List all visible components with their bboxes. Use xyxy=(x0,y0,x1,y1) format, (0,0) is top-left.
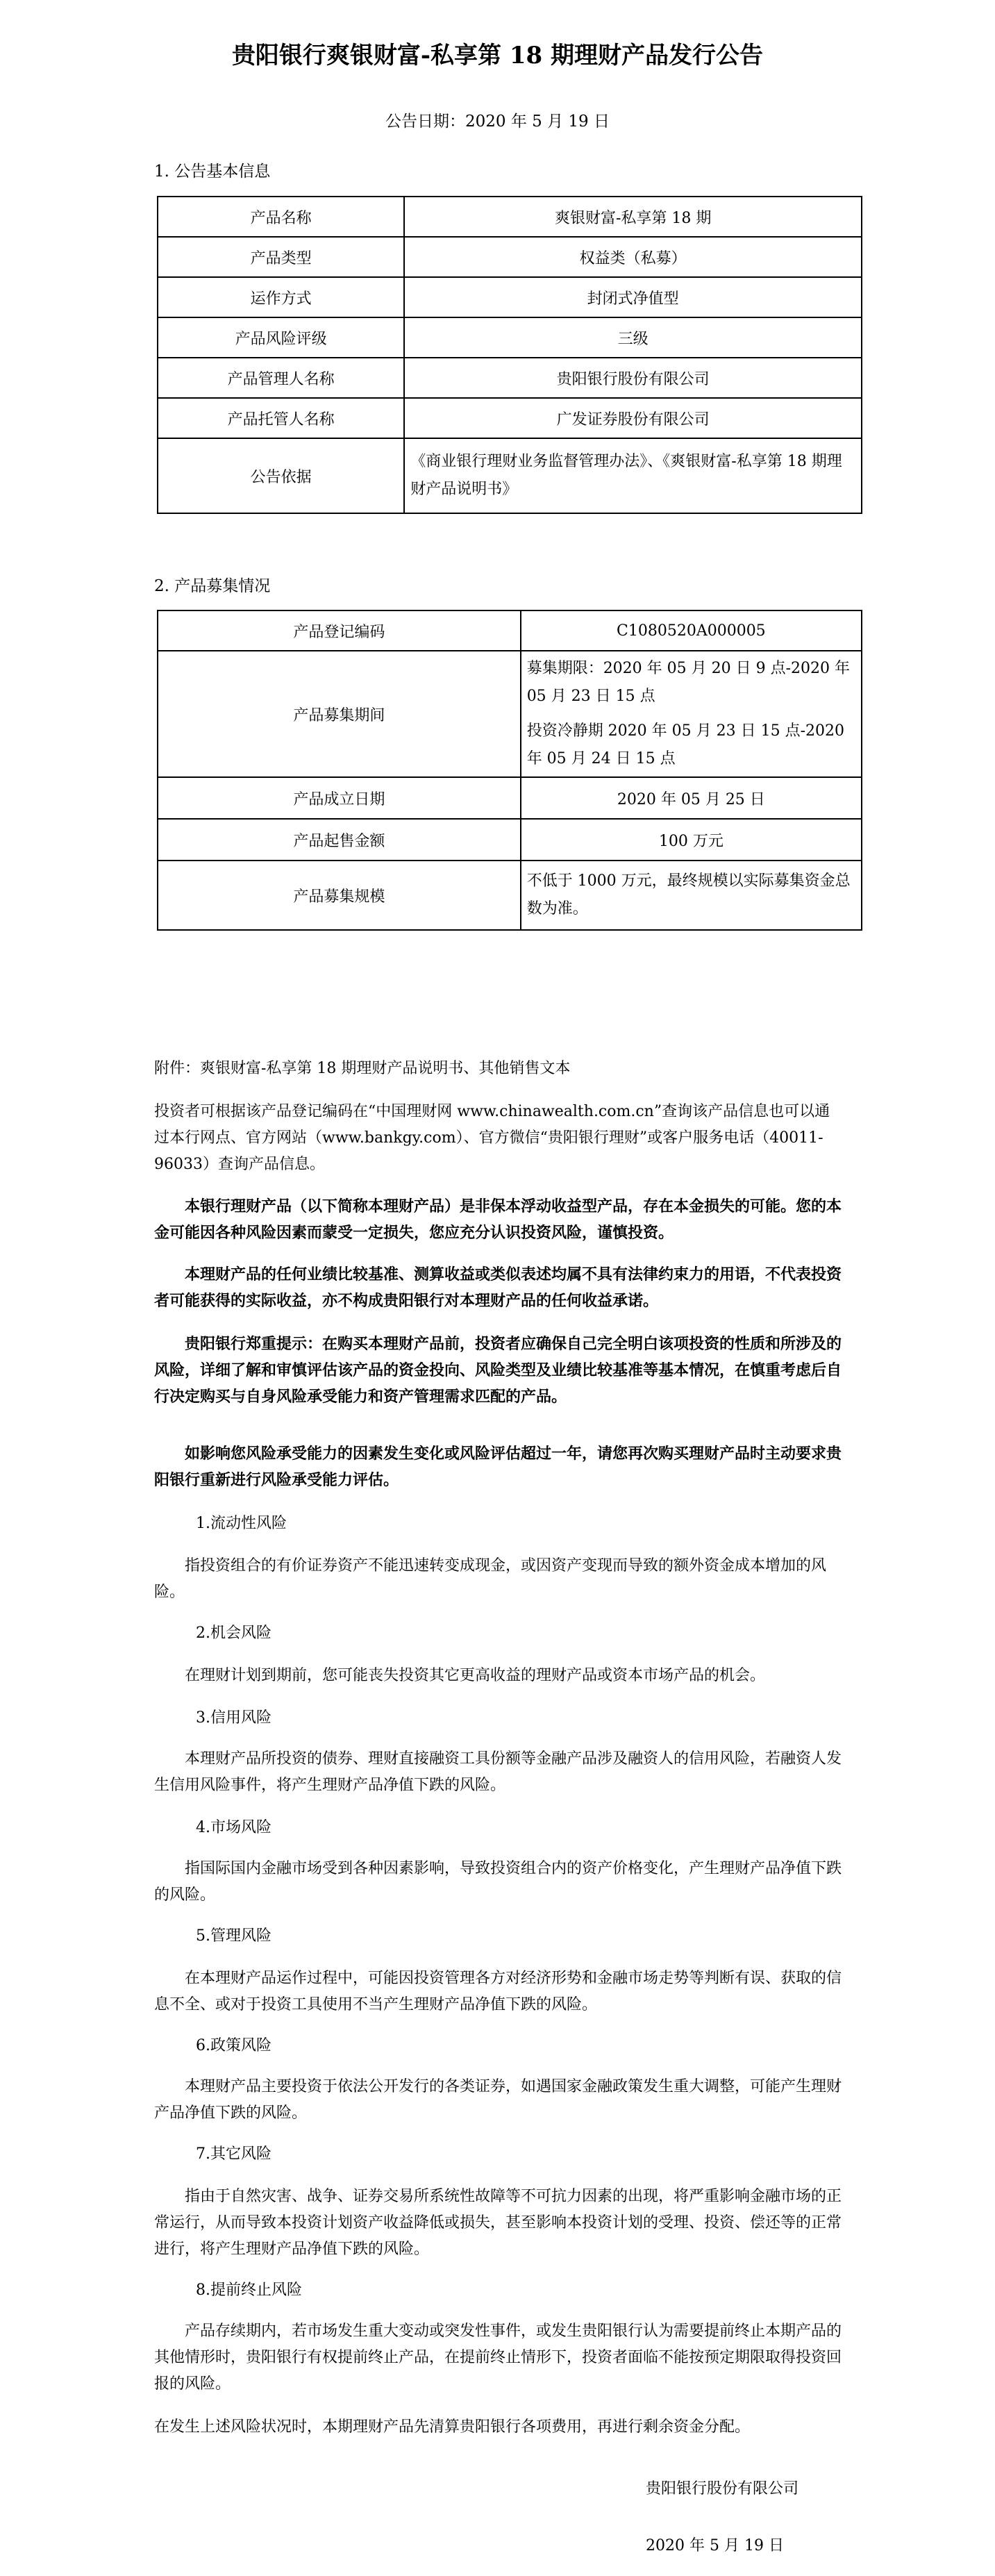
risk-heading: 1.流动性风险 xyxy=(196,1515,287,1532)
risk-text: 指国际国内金融市场受到各种因素影响，导致投资组合内的资产价格变化，产生理财产品净值下跌的风险。 xyxy=(154,1860,842,1904)
row-label: 产品登记编码 xyxy=(158,610,521,651)
row-label: 产品成立日期 xyxy=(158,777,521,819)
row-label: 产品名称 xyxy=(158,197,404,237)
row-label: 产品风险评级 xyxy=(158,317,404,358)
table-row xyxy=(158,610,862,651)
table-row xyxy=(158,438,862,513)
sign-date: 2020 年 5 月 19 日 xyxy=(646,2537,784,2554)
risk-heading: 6.政策风险 xyxy=(196,2037,271,2054)
raising-period: 募集期限：2020 年 05 月 20 日 9 点-2020 年 05 月 23 日 15 点 xyxy=(526,660,851,705)
risk-notice-1: 本银行理财产品（以下简称本理财产品）是非保本浮动收益型产品，存在本金损失的可能。您的本金可能因各种风险因素而蒙受一定损失，您应充分认识投资风险，谨慎投资。 xyxy=(154,1197,842,1242)
row-value: 《商业银行理财业务监督管理办法》、《爽银财富-私享第 18 期理财产品说明书》 xyxy=(404,438,862,513)
basic-info-table xyxy=(157,196,862,514)
table-row xyxy=(158,777,862,819)
risk-text: 在理财计划到期前，您可能丧失投资其它更高收益的理财产品或资本市场产品的机会。 xyxy=(185,1667,766,1684)
table-row xyxy=(158,358,862,398)
row-value: 100 万元 xyxy=(521,819,862,861)
risk-notice-3: 贵阳银行郑重提示：在购买本理财产品前，投资者应确保自己完全明白该项投资的性质和所涉及的风险，详细了解和审慎评估该产品的资金投向、风险类型及业绩比较基准等基本情况，在慎重考虑后自行决定购买与自身风险承受能力和资产管理需求匹配的产品。 xyxy=(154,1335,842,1406)
risk-text: 本理财产品所投资的债券、理财直接融资工具份额等金融产品涉及融资人的信用风险，若融资人发生信用风险事件，将产生理财产品净值下跌的风险。 xyxy=(154,1750,842,1794)
table-row xyxy=(158,237,862,277)
page-title: 贵阳银行爽银财富-私享第 18 期理财产品发行公告 xyxy=(231,42,764,69)
risk-heading: 7.其它风险 xyxy=(196,2145,271,2163)
risk-text: 本理财产品主要投资于依法公开发行的各类证券，如遇国家金融政策发生重大调整，可能产生理财产品净值下跌的风险。 xyxy=(154,2078,842,2122)
cooling-period: 投资冷静期 2020 年 05 月 23 日 15 点-2020 年 05 月 24 日 15 点 xyxy=(526,722,845,767)
risk-heading: 8.提前终止风险 xyxy=(196,2282,302,2299)
table-row xyxy=(158,398,862,438)
row-label: 产品类型 xyxy=(158,237,404,277)
row-value: 三级 xyxy=(404,317,862,358)
risk-heading: 5.管理风险 xyxy=(196,1927,271,1945)
row-value: 贵阳银行股份有限公司 xyxy=(404,358,862,398)
risk-notice-2: 本理财产品的任何业绩比较基准、测算收益或类似表述均属不具有法律约束力的用语，不代表投资者可能获得的实际收益，亦不构成贵阳银行对本理财产品的任何收益承诺。 xyxy=(154,1265,842,1310)
risk-heading: 3.信用风险 xyxy=(196,1709,271,1727)
row-value: 封闭式净值型 xyxy=(404,277,862,317)
risk-notice-4: 如影响您风险承受能力的因素发生变化或风险评估超过一年，请您再次购买理财产品时主动要求贵阳银行重新进行风险承受能力评估。 xyxy=(154,1445,842,1489)
table-row xyxy=(158,819,862,861)
section1-heading: 1. 公告基本信息 xyxy=(154,163,271,181)
risk-text: 指由于自然灾害、战争、证券交易所系统性故障等不可抗力因素的出现，将严重影响金融市场的正常运行，从而导致本投资计划资产收益降低或损失，甚至影响本投资计划的受理、投资、偿还等的正常进行，将产生理财产品净值下跌的风险。 xyxy=(154,2188,842,2258)
table-row xyxy=(158,651,862,777)
row-value: C1080520A000005 xyxy=(521,610,862,651)
announce-date: 公告日期：2020 年 5 月 19 日 xyxy=(385,113,610,131)
section2-heading: 2. 产品募集情况 xyxy=(154,577,271,595)
row-label: 产品募集期间 xyxy=(158,651,521,777)
table-row xyxy=(158,861,862,930)
table-row xyxy=(158,277,862,317)
row-value: 权益类（私募） xyxy=(404,237,862,277)
table-row xyxy=(158,317,862,358)
row-value: 2020 年 05 月 25 日 xyxy=(521,777,862,819)
row-value: 广发证券股份有限公司 xyxy=(404,398,862,438)
raising-info-table xyxy=(157,610,862,931)
row-label: 产品起售金额 xyxy=(158,819,521,861)
row-label: 公告依据 xyxy=(158,438,404,513)
row-label: 运作方式 xyxy=(158,277,404,317)
risk-text: 指投资组合的有价证券资产不能迅速转变成现金，或因资产变现而导致的额外资金成本增加的风险。 xyxy=(154,1557,827,1601)
info-paragraph: 投资者可根据该产品登记编码在“中国理财网 www.chinawealth.com.cn”查询该产品信息也可以通过本行网点、官方网站（www.bankgy.com）、官方微信“贵阳银行理财”或客户服务电话（40011-96033）查询产品信息。 xyxy=(154,1103,830,1173)
row-value xyxy=(521,651,862,777)
risk-heading: 4.市场风险 xyxy=(196,1819,271,1836)
closing-paragraph: 在发生上述风险状况时，本期理财产品先清算贵阳银行各项费用，再进行剩余资金分配。 xyxy=(154,2418,751,2436)
risk-text: 在本理财产品运作过程中，可能因投资管理各方对经济形势和金融市场走势等判断有误、获取的信息不全、或对于投资工具使用不当产生理财产品净值下跌的风险。 xyxy=(154,1970,842,2013)
row-label: 产品托管人名称 xyxy=(158,398,404,438)
table-row xyxy=(158,197,862,237)
risk-text: 产品存续期内，若市场发生重大变动或突发性事件，或发生贵阳银行认为需要提前终止本期产品的其他情形时，贵阳银行有权提前终止产品，在提前终止情形下，投资者面临不能按预定期限取得投资回报的风险。 xyxy=(154,2322,842,2393)
row-label: 产品管理人名称 xyxy=(158,358,404,398)
row-label: 产品募集规模 xyxy=(158,861,521,930)
risk-heading: 2.机会风险 xyxy=(196,1624,271,1642)
row-value: 爽银财富-私享第 18 期 xyxy=(404,197,862,237)
signature: 贵阳银行股份有限公司 xyxy=(646,2480,799,2498)
row-value: 不低于 1000 万元，最终规模以实际募集资金总数为准。 xyxy=(521,861,862,930)
attachment-line: 附件：爽银财富-私享第 18 期理财产品说明书、其他销售文本 xyxy=(154,1060,571,1077)
